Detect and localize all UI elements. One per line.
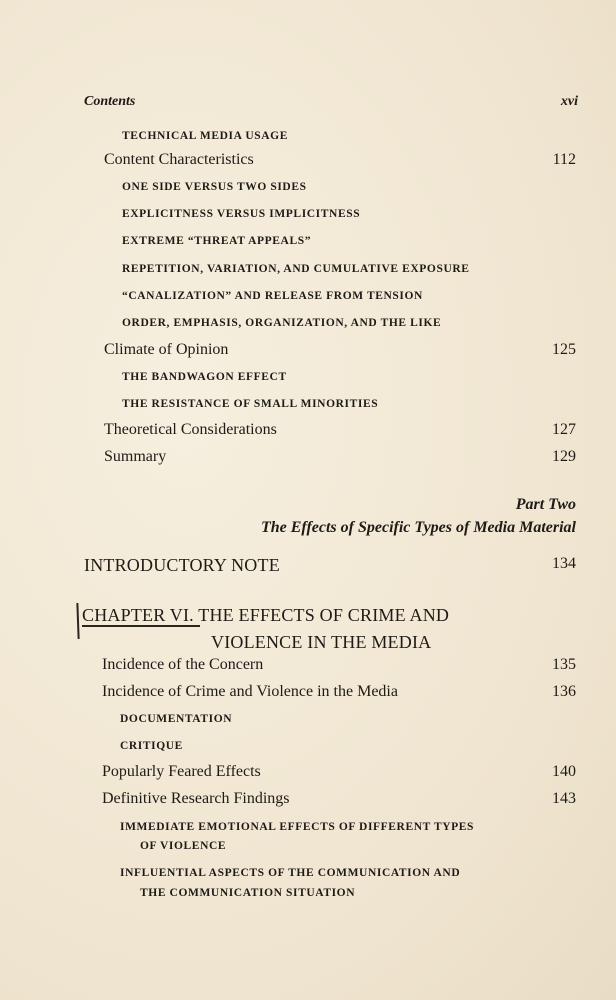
toc-page-number: 135 (552, 656, 576, 673)
toc-entry: Content Characteristics (104, 151, 254, 168)
part-title: The Effects of Specific Types of Media Material (260, 519, 576, 536)
toc-entry: Theoretical Considerations (104, 421, 277, 438)
chapter-title-line-1: CHAPTER VI. THE EFFECTS OF CRIME AND (82, 605, 450, 625)
handwritten-bracket (76, 603, 79, 639)
toc-subentry: DOCUMENTATION (120, 713, 233, 725)
toc-subentry: IMMEDIATE EMOTIONAL EFFECTS OF DIFFERENT TYPES (120, 821, 475, 833)
toc-page-number: 125 (552, 341, 576, 358)
part-label: Part Two (515, 496, 576, 513)
toc-entry: Summary (104, 448, 167, 465)
toc-entry: Incidence of Crime and Violence in the Media (102, 683, 398, 700)
toc-page-number: 134 (552, 555, 576, 572)
toc-subentry: THE RESISTANCE OF SMALL MINORITIES (122, 398, 379, 410)
page-number-roman: xvi (560, 94, 578, 109)
toc-subentry: ONE SIDE VERSUS TWO SIDES (122, 181, 307, 193)
toc-entry: Definitive Research Findings (102, 790, 290, 807)
toc-entry: Climate of Opinion (104, 341, 229, 358)
toc-subentry: CRITIQUE (120, 740, 183, 752)
toc-page-number: 140 (552, 763, 576, 780)
toc-subentry: “CANALIZATION” AND RELEASE FROM TENSION (122, 290, 423, 302)
toc-page-number: 143 (552, 790, 576, 807)
toc-subentry: THE BANDWAGON EFFECT (122, 371, 287, 383)
toc-subentry-continuation: THE COMMUNICATION SITUATION (140, 887, 356, 899)
running-head: Contents (84, 94, 136, 109)
toc-subentry-continuation: OF VIOLENCE (140, 840, 227, 852)
toc-entry: INTRODUCTORY NOTE (84, 555, 280, 575)
toc-subentry: REPETITION, VARIATION, AND CUMULATIVE EXPOSURE (122, 263, 470, 275)
toc-page-number: 136 (552, 683, 576, 700)
toc-subentry: INFLUENTIAL ASPECTS OF THE COMMUNICATION AND (120, 867, 461, 879)
toc-entry: Popularly Feared Effects (102, 763, 261, 780)
toc-entry: Incidence of the Concern (102, 656, 264, 673)
toc-subentry: TECHNICAL MEDIA USAGE (122, 130, 288, 142)
toc-subentry: ORDER, EMPHASIS, ORGANIZATION, AND THE LIKE (122, 317, 442, 329)
chapter-title-line-2: VIOLENCE IN THE MEDIA (211, 632, 432, 652)
toc-subentry: EXTREME “THREAT APPEALS” (122, 235, 312, 247)
toc-page-number: 112 (552, 151, 576, 168)
toc-page-number: 129 (552, 448, 576, 465)
toc-subentry: EXPLICITNESS VERSUS IMPLICITNESS (122, 208, 361, 220)
toc-page-number: 127 (552, 421, 576, 438)
